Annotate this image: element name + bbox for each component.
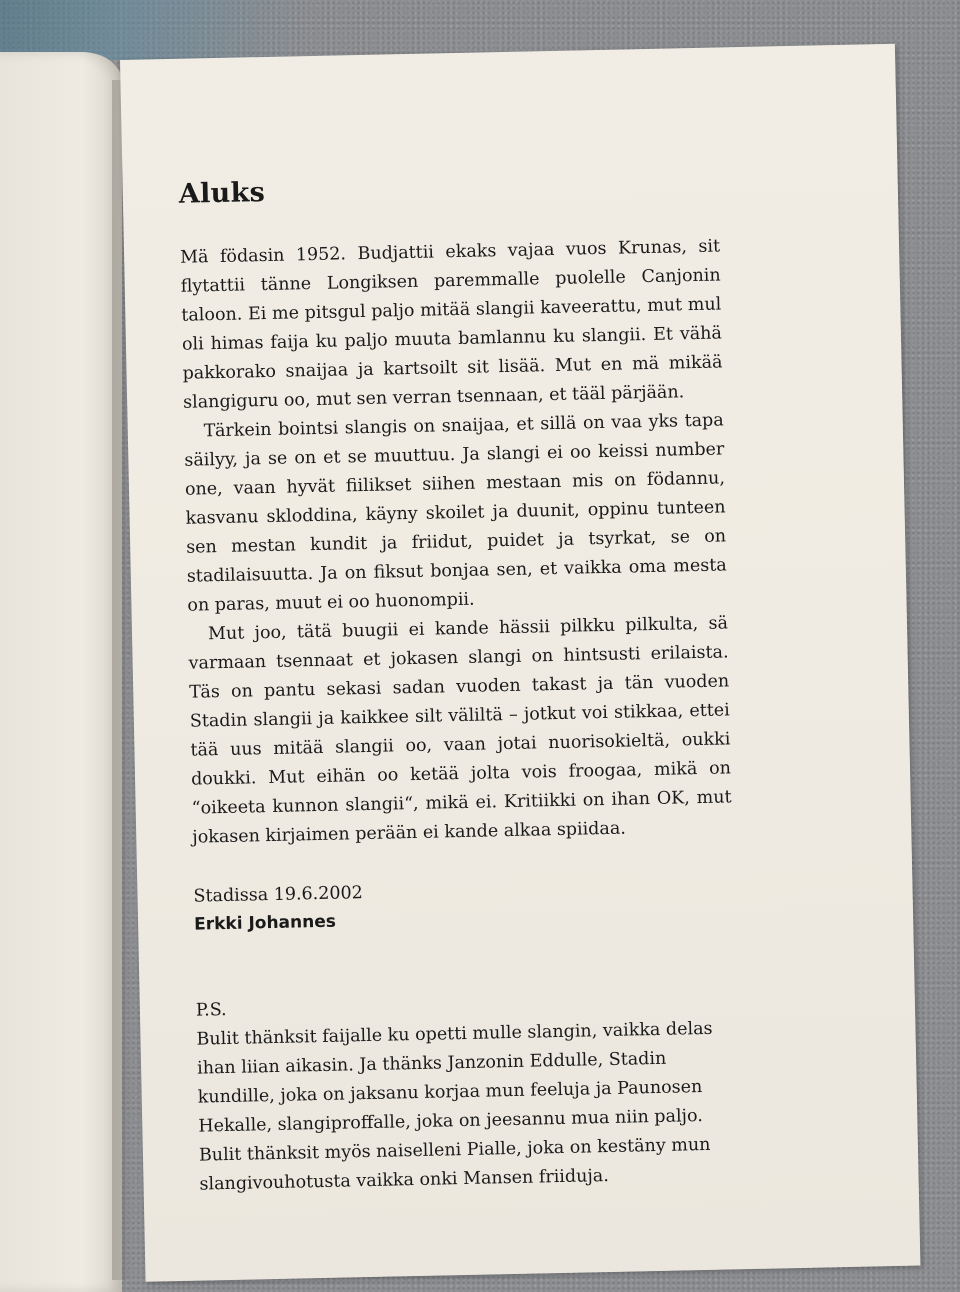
paragraph-2: Tärkein bointsi slangis on snaijaa, et sillä on vaa yks tapa säilyy, ja se on et se muuttuu. Ja slangi ei oo keissi number one, vaan hyvät fiilikset siihen mestaan mis on födannu, kasvanu skloddina, käyny skoilet ja duunit, oppinu tunteen sen mestan kundit ja friidut, puidet ja tsyrkat, se on stadilaisuutta. Ja on fiksut bonjaa sen, et vaikka oma mesta on paras, muut ei oo huonompii. (184, 410, 727, 616)
chapter-heading: Aluks (178, 176, 266, 210)
postscript (196, 985, 740, 1199)
signature-block (193, 871, 734, 938)
paragraph-3: Mut joo, tätä buugii ei kande hässii pilkku pilkulta, sä varmaan tsennaat et jokasen slangi on hintsusti erilaista. Täs on pantu sekasi sadan vuoden takast ja tän vuoden Stadin slangii ja kaikkee silt väliltä – jotkut voi stikkaa, ettei tää uus mitää slangii oo, vaan jotai nuorisokieltä, oukki doukki. Mut eihän oo ketää jolta vois froogaa, mikä on “oikeeta kunnon slangii“, mikä ei. Kritiikki on ihan OK, mut jokasen kirjaimen perään ei kande alkaa spiidaa. (188, 613, 732, 848)
paragraph-1: Mä födasin 1952. Budjattii ekaks vajaa vuos Krunas, sit flytattii tänne Longiksen paremmalle puolelle Canjonin taloon. Ei me pitsgul paljo mitää slangii kaveerattu, mut mul oli himas faija ku paljo muuta bamlannu ku slangii. Et vähä pakkorako snaijaa ja kartsoilt sit lisää. Mut en mä mikää slangiguru oo, mut sen verran tsennaan, et tääl pärjään. (179, 236, 723, 413)
author-name: Erkki Johannes (193, 911, 337, 935)
left-book-page (0, 52, 122, 1292)
page-content (179, 167, 740, 1199)
carpet-background (0, 0, 300, 60)
ps-label: P.S. (195, 999, 227, 1021)
place-date: Stadissa 19.6.2002 (193, 883, 363, 907)
book-page (120, 44, 920, 1282)
ps-text: Bulit thänksit faijalle ku opetti mulle slangin, vaikka delas ihan liian aikasin. Ja thänks Janzonin Eddulle, Stadin kundille, joka on jaksanu korjaa mun feeluja ja Paunosen Hekalle, slangiproffalle, joka on jeesannu mua niin paljo. Bulit thänksit myös naiselleni Pialle, joka on kestäny mun slangivouhotusta vaikka onki Mansen friiduja. (196, 1018, 713, 1195)
